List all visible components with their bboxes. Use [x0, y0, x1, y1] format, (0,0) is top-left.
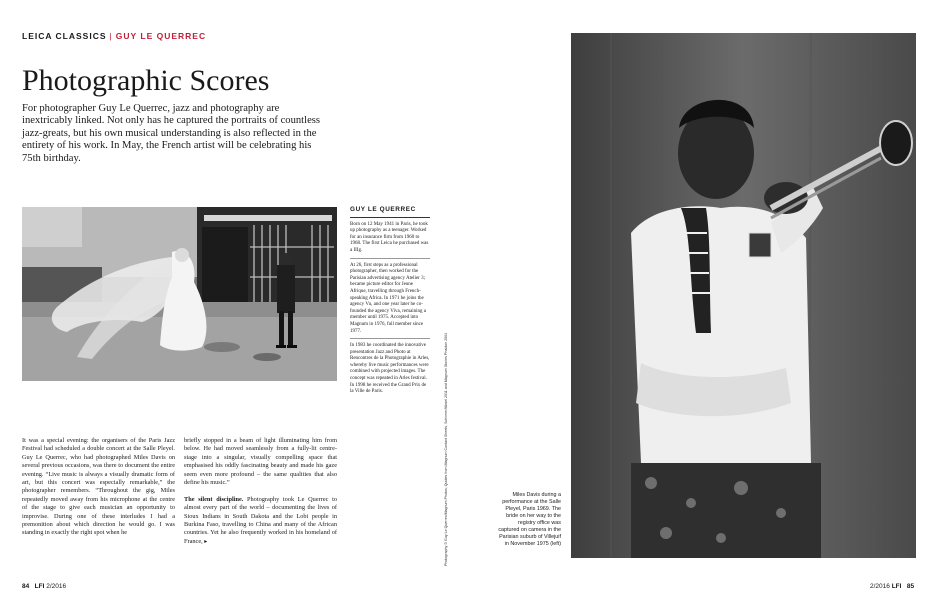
- issue-left: 2/2016: [46, 583, 67, 590]
- bride-photo: [22, 207, 337, 381]
- body-column-2-text-b: Photography took Le Querrec to almost every part of the world – documenting the lives of Sioux Indians in South Dakota and the Lobi people in Burkina Faso, travelling to China and many of the African countries. Yet he also frequently worked in his homeland of France,: [184, 495, 337, 545]
- issue-right: 2/2016: [870, 583, 890, 590]
- section-label: LEICA CLASSICS: [22, 31, 107, 41]
- body-column-1: It was a special evening: the organisers of the Paris Jazz Festival had scheduled a double concert at the Salle Pleyel. Guy Le Querrec, who had photographed Miles Davis on several previous occasions, was there to document the entire evening. “Live music is always a visually dramatic form of art, but this concert was especially remarkable,” the photographer remembers. “Throughout the gig, Miles repeatedly moved away from his microphone at the centre of the stage to give each musician an opportunity to improvise. During one of these interludes I had a premonition about which direction he would go. I was standing in exactly the right spot when he: [22, 437, 175, 537]
- kicker-separator: |: [109, 31, 113, 41]
- bio-sidebar: [350, 207, 430, 403]
- continue-arrow-icon: ▸: [204, 538, 208, 545]
- sidebar-paragraph: At 26, first steps as a professional photographer, then worked for the Parisian advertising agency Atelier 3; became picture editor for Jeune Afrique, travelling through French-speaking Africa. In 1971 he joins the agency Vu, and one year later he co-founded the agency Viva, remaining a member until 1975. Accepted into Magnum in 1976, full member since 1977.: [350, 263, 430, 340]
- page-number-right: 85: [906, 583, 915, 590]
- section-kicker: [22, 31, 206, 41]
- subject-label: GUY LE QUERREC: [115, 31, 207, 41]
- article-title: Photographic Scores: [22, 64, 270, 97]
- page-number-left: 84: [22, 583, 30, 590]
- body-column-2-text-a: briefly stopped in a beam of light illuminating him from below. He had moved seamlessly from a fully-lit centre-stage into a singular, visually compelling space that emphasised his oddly fascinating beauty and made his gaze seem even more profound – the same qualities that also define his music.”: [184, 437, 337, 487]
- folio-right: [870, 583, 914, 590]
- photo-credit: Photography © Guy Le Querrec/Magnum Photos; Quotes from Magnum Contact Sheets, Schirmer/Mosel 2011 and Magnum Stories Phaidon 2004: [444, 332, 448, 566]
- sidebar-title: GUY LE QUERREC: [350, 207, 430, 218]
- article-intro: For photographer Guy Le Querrec, jazz and photography are inextricably linked. Not only has he captured the portraits of countless jazz-greats, but his own musical understanding is also reflected in the entirety of his work. In May, the French artist will be celebrating his 75th birthday.: [22, 103, 321, 164]
- photo-caption: Miles Davis during a performance at the Salle Pleyel, Paris 1969. The bride on her way to the registry office was captured on camera in the Parisian suburb of Villejuif in November 1975 (left): [498, 492, 561, 547]
- sidebar-paragraph: Born on 12 May 1941 in Paris, he took up photography as a teenager. Worked for an insurance firm from 1960 to 1968. The first Leica he purchased was a IIIg.: [350, 222, 430, 259]
- magazine-name-right: LFI: [891, 583, 902, 590]
- body-column-2: [184, 437, 337, 546]
- folio-left: [22, 583, 66, 590]
- sidebar-paragraph: In 1983 he coordinated the innovative presentation Jazz and Photo at Rencontres de la Photographie in Arles, whereby live music performances were combined with projected images. The concept was repeated in Arles festival. In 1998 he received the Grand Prix de la Ville de Paris.: [350, 343, 430, 395]
- magazine-name-left: LFI: [34, 583, 45, 590]
- miles-davis-photo: [571, 33, 916, 558]
- subheading-silent-discipline: The silent discipline.: [184, 495, 244, 503]
